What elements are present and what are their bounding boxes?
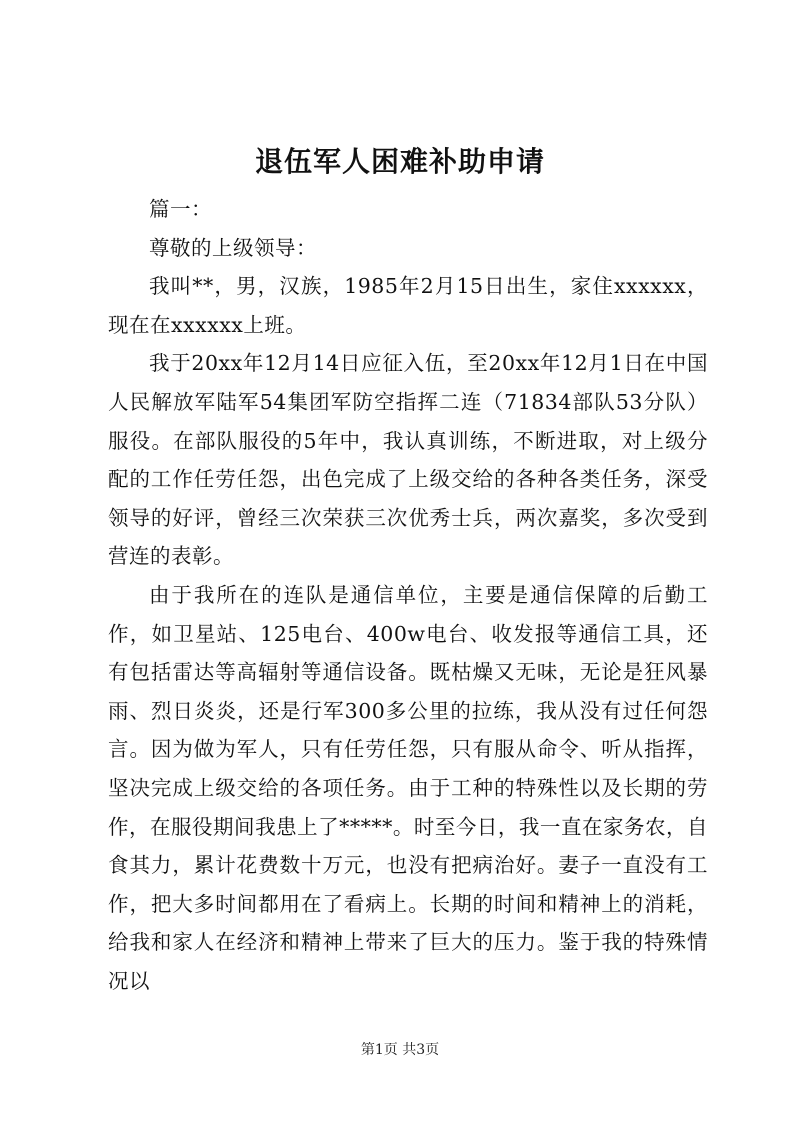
paragraph-hardship: 由于我所在的连队是通信单位，主要是通信保障的后勤工作，如卫星站、125电台、400w电台、收发报等通信工具，还有包括雷达等高辐射等通信设备。既枯燥又无味，无论是狂风暴雨、烈日炎炎，还是行军300多公里的拉练，我从没有过任何怨言。因为做为军人，只有任劳任怨，只有服从命令、听从指挥，坚决完成上级交给的各项任务。由于工种的特殊性以及长期的劳作，在服役期间我患上了*****。时至今日，我一直在家务农，自食其力，累计花费数十万元，也没有把病治好。妻子一直没有工作，把大多时间都用在了看病上。长期的时间和精神上的消耗，给我和家人在经济和精神上带来了巨大的压力。鉴于我的特殊情况以 (108, 582, 708, 993)
page-footer: 第1页 共3页 (360, 1042, 440, 1058)
document-body (108, 190, 708, 1000)
section-heading: 篇一： (149, 197, 212, 221)
salutation: 尊敬的上级领导： (149, 235, 317, 260)
paragraph-intro: 我叫**，男，汉族，1985年2月15日出生，家住xxxxxx，现在在xxxxxx上班。 (108, 274, 708, 337)
document-title: 退伍军人困难补助申请 (254, 145, 545, 178)
paragraph-service: 我于20xx年12月14日应征入伍，至20xx年12月1日在中国人民解放军陆军54集团军防空指挥二连（71834部队53分队）服役。在部队服役的5年中，我认真训练，不断进取，对上级分配的工作任劳任怨，出色完成了上级交给的各种各类任务，深受领导的好评，曾经三次荣获三次优秀士兵，两次嘉奖，多次受到营连的表彰。 (108, 351, 708, 569)
